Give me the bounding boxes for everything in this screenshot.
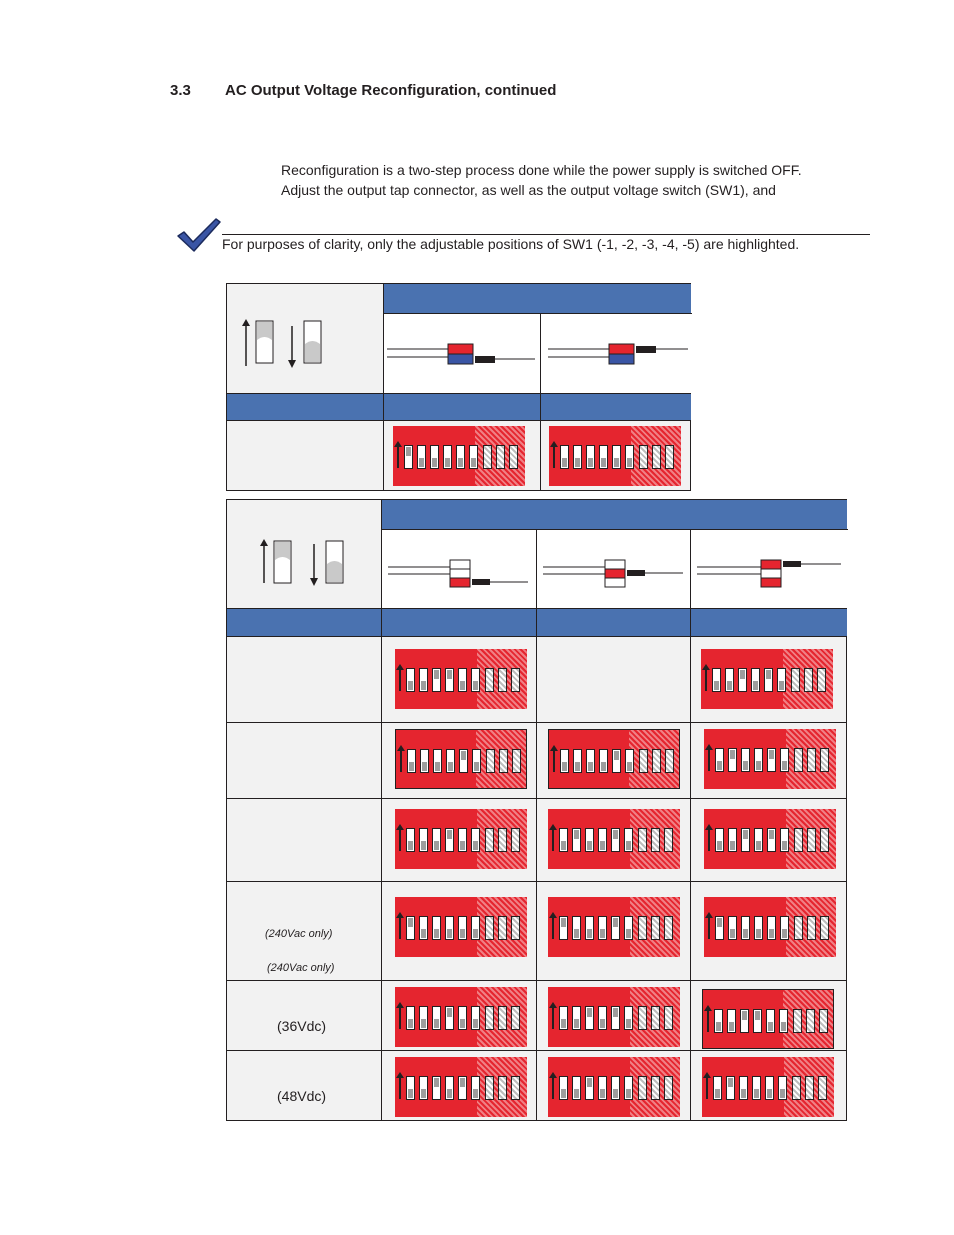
fixed-switch-position: [806, 1009, 815, 1033]
dip-switch-position: [625, 445, 634, 469]
up-arrow-icon: [552, 829, 554, 851]
dip-switch-position: [433, 749, 442, 773]
fixed-switch-position: [651, 1006, 660, 1030]
tap-table-2: [226, 499, 847, 1121]
dip-switch-r3-c3: [704, 809, 836, 869]
fixed-switch-position: [511, 1006, 520, 1030]
fixed-switch-position: [485, 668, 494, 692]
dip-switch-position: [432, 1076, 441, 1100]
table1-mid-band: [227, 393, 691, 420]
dip-switch-position: [624, 1006, 633, 1030]
dip-switch-position: [778, 1076, 787, 1100]
fixed-switch-position: [820, 748, 829, 772]
dip-switch-position: [780, 916, 789, 940]
fixed-switch-position: [485, 916, 494, 940]
dip-switch-r5-c1: [395, 987, 527, 1047]
dip-switch-position: [624, 828, 633, 852]
fixed-switch-position: [498, 668, 507, 692]
fixed-switch-position: [511, 668, 520, 692]
dip-switch-position: [767, 828, 776, 852]
intro-line-1: Reconfiguration is a two-step process done while the power supply is switched OFF.: [281, 162, 802, 178]
fixed-switch-position: [483, 445, 492, 469]
dip-switch-position: [472, 749, 481, 773]
dip-switch-position: [753, 1009, 762, 1033]
fixed-switch-position: [807, 828, 816, 852]
fixed-switch-position: [651, 1076, 660, 1100]
up-arrow-icon: [553, 446, 555, 468]
dip-switch-r3-c1: [395, 809, 527, 869]
row5-label: (36Vdc): [277, 1018, 327, 1034]
up-arrow-icon: [707, 1010, 709, 1032]
up-arrow-icon: [708, 829, 710, 851]
dip-switch-r4-c1: [395, 897, 527, 957]
dip-switch-position: [471, 1006, 480, 1030]
dip-switch-position: [572, 828, 581, 852]
dip-switch-position: [559, 1006, 568, 1030]
dip-switch-position: [612, 445, 621, 469]
dip-switch-position: [599, 445, 608, 469]
dip-switch-position: [456, 445, 465, 469]
fixed-switch-position: [499, 749, 508, 773]
section-title: AC Output Voltage Reconfiguration, continued: [225, 82, 557, 99]
dip-switch-position: [713, 1076, 722, 1100]
table2-header-band: [381, 500, 847, 529]
dip-switch-position: [586, 749, 595, 773]
note-text: For purposes of clarity, only the adjustable positions of SW1 (-1, -2, -3, -4, -5) are highlighted.: [222, 236, 800, 252]
up-arrow-icon: [399, 917, 401, 939]
dip-switch-position: [751, 668, 760, 692]
dip-switch-position: [419, 668, 428, 692]
fixed-switch-position: [498, 1006, 507, 1030]
dip-switch-position: [624, 916, 633, 940]
fixed-switch-position: [664, 1006, 673, 1030]
dip-switch-position: [625, 749, 634, 773]
fixed-switch-position: [652, 749, 661, 773]
fixed-switch-position: [638, 1006, 647, 1030]
dip-switch-position: [459, 749, 468, 773]
dip-switch-position: [741, 828, 750, 852]
up-arrow-icon: [400, 750, 402, 772]
dip-switch-position: [754, 748, 763, 772]
dip-switch-position: [458, 916, 467, 940]
dip-switch-position: [406, 828, 415, 852]
dip-switch-position: [458, 668, 467, 692]
dip-switch-position: [432, 828, 441, 852]
tap-table-1: [226, 283, 691, 491]
dip-switch-r2-c3: [704, 729, 836, 789]
dip-switch-position: [612, 749, 621, 773]
dip-switch-r2-c1: [395, 729, 527, 789]
dip-switch-position: [471, 668, 480, 692]
dip-switch-position: [419, 1006, 428, 1030]
switch-legend-icon: [241, 318, 331, 370]
dip-switch-position: [585, 828, 594, 852]
dip-switch-r5-c2: [548, 987, 680, 1047]
fixed-switch-position: [820, 916, 829, 940]
dip-switch-position: [766, 1009, 775, 1033]
tap-connector-diagram-2: [542, 324, 690, 374]
fixed-switch-position: [665, 445, 674, 469]
fixed-switch-position: [509, 445, 518, 469]
dip-switch-t1-1: [393, 426, 525, 486]
dip-switch-position: [417, 445, 426, 469]
dip-switch-position: [738, 668, 747, 692]
dip-switch-position: [404, 445, 413, 469]
dip-switch-position: [559, 1076, 568, 1100]
fixed-switch-position: [639, 749, 648, 773]
dip-switch-position: [445, 668, 454, 692]
fixed-switch-position: [818, 1076, 827, 1100]
tap-connector-diagram-1: [385, 324, 537, 374]
fixed-switch-position: [819, 1009, 828, 1033]
dip-switch-r4-c2: [548, 897, 680, 957]
dip-switch-position: [458, 1076, 467, 1100]
dip-switch-position: [572, 1076, 581, 1100]
dip-switch-position: [419, 828, 428, 852]
dip-switch-position: [559, 916, 568, 940]
dip-switch-position: [573, 445, 582, 469]
dip-switch-position: [407, 749, 416, 773]
dip-switch-position: [585, 1006, 594, 1030]
dip-switch-position: [777, 668, 786, 692]
dip-switch-r5-c3: [702, 989, 834, 1049]
fixed-switch-position: [791, 668, 800, 692]
up-arrow-icon: [399, 1077, 401, 1099]
up-arrow-icon: [552, 917, 554, 939]
dip-switch-position: [445, 1006, 454, 1030]
fixed-switch-position: [794, 916, 803, 940]
fixed-switch-position: [486, 749, 495, 773]
fixed-switch-position: [817, 668, 826, 692]
up-arrow-icon: [552, 1007, 554, 1029]
dip-switch-r6-c2: [548, 1057, 680, 1117]
dip-switch-position: [445, 916, 454, 940]
dip-switch-position: [406, 668, 415, 692]
dip-switch-position: [739, 1076, 748, 1100]
up-arrow-icon: [705, 669, 707, 691]
dip-switch-position: [599, 749, 608, 773]
dip-switch-position: [406, 1076, 415, 1100]
fixed-switch-position: [665, 749, 674, 773]
dip-switch-position: [585, 1076, 594, 1100]
dip-switch-r1-c1: [395, 649, 527, 709]
up-arrow-icon: [397, 446, 399, 468]
fixed-switch-position: [664, 828, 673, 852]
fixed-switch-position: [804, 668, 813, 692]
dip-switch-position: [728, 748, 737, 772]
table2-mid-band: [227, 608, 847, 636]
fixed-switch-position: [793, 1009, 802, 1033]
dip-switch-position: [430, 445, 439, 469]
dip-switch-position: [560, 445, 569, 469]
fixed-switch-position: [651, 916, 660, 940]
dip-switch-position: [611, 1006, 620, 1030]
dip-switch-position: [764, 668, 773, 692]
fixed-switch-position: [664, 916, 673, 940]
fixed-switch-position: [498, 1076, 507, 1100]
fixed-switch-position: [511, 916, 520, 940]
tap-connector-diagram-5: [693, 555, 845, 595]
dip-switch-position: [406, 916, 415, 940]
fixed-switch-position: [807, 748, 816, 772]
row4-note-1: (240Vac only): [265, 928, 333, 940]
checkmark-icon: [176, 216, 222, 254]
up-arrow-icon: [399, 829, 401, 851]
dip-switch-position: [560, 749, 569, 773]
fixed-switch-position: [820, 828, 829, 852]
dip-switch-position: [715, 916, 724, 940]
dip-switch-position: [611, 1076, 620, 1100]
dip-switch-r3-c2: [548, 809, 680, 869]
dip-switch-position: [419, 1076, 428, 1100]
up-arrow-icon: [708, 749, 710, 771]
dip-switch-position: [432, 916, 441, 940]
fixed-switch-position: [794, 748, 803, 772]
dip-switch-position: [728, 916, 737, 940]
row6-label: (48Vdc): [277, 1088, 327, 1104]
dip-switch-position: [726, 1076, 735, 1100]
dip-switch-position: [419, 916, 428, 940]
dip-switch-position: [458, 1006, 467, 1030]
tap-connector-diagram-3: [384, 555, 534, 595]
up-arrow-icon: [708, 917, 710, 939]
dip-switch-position: [725, 668, 734, 692]
dip-switch-position: [471, 1076, 480, 1100]
dip-switch-position: [598, 1076, 607, 1100]
dip-switch-position: [446, 749, 455, 773]
dip-switch-position: [458, 828, 467, 852]
dip-switch-position: [598, 916, 607, 940]
section-heading: [170, 82, 556, 99]
dip-switch-position: [624, 1076, 633, 1100]
note-rule: [222, 234, 870, 235]
dip-switch-position: [714, 1009, 723, 1033]
dip-switch-position: [779, 1009, 788, 1033]
dip-switch-position: [432, 668, 441, 692]
fixed-switch-position: [638, 828, 647, 852]
dip-switch-position: [712, 668, 721, 692]
fixed-switch-position: [498, 916, 507, 940]
dip-switch-position: [752, 1076, 761, 1100]
up-arrow-icon: [552, 1077, 554, 1099]
fixed-switch-position: [651, 828, 660, 852]
dip-switch-position: [780, 748, 789, 772]
dip-switch-r1-c3: [701, 649, 833, 709]
up-arrow-icon: [553, 750, 555, 772]
dip-switch-position: [572, 1006, 581, 1030]
dip-switch-position: [471, 828, 480, 852]
dip-switch-r4-c3: [704, 897, 836, 957]
fixed-switch-position: [485, 1006, 494, 1030]
dip-switch-position: [767, 916, 776, 940]
dip-switch-position: [471, 916, 480, 940]
up-arrow-icon: [399, 669, 401, 691]
up-arrow-icon: [399, 1007, 401, 1029]
dip-switch-position: [406, 1006, 415, 1030]
intro-paragraph: [281, 160, 802, 200]
table1-header-band: [383, 284, 691, 313]
fixed-switch-position: [496, 445, 505, 469]
dip-switch-position: [445, 828, 454, 852]
dip-switch-position: [586, 445, 595, 469]
dip-switch-r6-c1: [395, 1057, 527, 1117]
fixed-switch-position: [639, 445, 648, 469]
fixed-switch-position: [664, 1076, 673, 1100]
dip-switch-position: [727, 1009, 736, 1033]
fixed-switch-position: [485, 1076, 494, 1100]
section-number: 3.3: [170, 82, 191, 99]
dip-switch-position: [598, 1006, 607, 1030]
dip-switch-position: [469, 445, 478, 469]
fixed-switch-position: [792, 1076, 801, 1100]
dip-switch-position: [559, 828, 568, 852]
fixed-switch-position: [805, 1076, 814, 1100]
dip-switch-position: [741, 916, 750, 940]
fixed-switch-position: [638, 916, 647, 940]
dip-switch-position: [445, 1076, 454, 1100]
fixed-switch-position: [794, 828, 803, 852]
dip-switch-position: [715, 748, 724, 772]
fixed-switch-position: [498, 828, 507, 852]
dip-switch-position: [585, 916, 594, 940]
dip-switch-position: [728, 828, 737, 852]
dip-switch-position: [767, 748, 776, 772]
dip-switch-position: [765, 1076, 774, 1100]
dip-switch-r6-c3: [702, 1057, 834, 1117]
dip-switch-position: [754, 916, 763, 940]
fixed-switch-position: [511, 1076, 520, 1100]
fixed-switch-position: [485, 828, 494, 852]
dip-switch-position: [740, 1009, 749, 1033]
dip-switch-position: [598, 828, 607, 852]
fixed-switch-position: [512, 749, 521, 773]
fixed-switch-position: [638, 1076, 647, 1100]
dip-switch-position: [573, 749, 582, 773]
fixed-switch-position: [807, 916, 816, 940]
dip-switch-position: [432, 1006, 441, 1030]
dip-switch-r2-c2: [548, 729, 680, 789]
row4-note-2: (240Vac only): [267, 962, 335, 974]
dip-switch-position: [741, 748, 750, 772]
switch-legend-icon-2: [259, 538, 349, 588]
dip-switch-t1-2: [549, 426, 681, 486]
up-arrow-icon: [706, 1077, 708, 1099]
dip-switch-position: [443, 445, 452, 469]
intro-line-2: Adjust the output tap connector, as well as the output voltage switch (SW1), and: [281, 182, 776, 198]
dip-switch-position: [572, 916, 581, 940]
dip-switch-position: [780, 828, 789, 852]
dip-switch-position: [611, 828, 620, 852]
fixed-switch-position: [511, 828, 520, 852]
dip-switch-position: [715, 828, 724, 852]
dip-switch-position: [611, 916, 620, 940]
fixed-switch-position: [652, 445, 661, 469]
dip-switch-position: [754, 828, 763, 852]
dip-switch-position: [420, 749, 429, 773]
tap-connector-diagram-4: [539, 555, 689, 595]
